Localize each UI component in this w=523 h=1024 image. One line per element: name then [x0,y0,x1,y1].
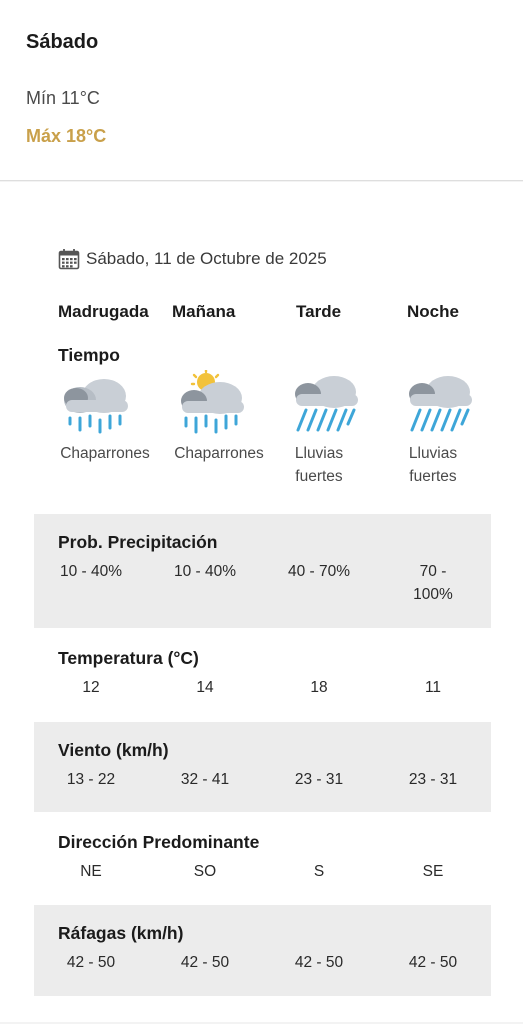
row-value: 23 - 31 [408,771,458,788]
row-value: 18 [310,679,328,696]
row-value: 10 - 40% [59,563,123,580]
row-precipitation [34,514,491,628]
row-value: 13 - 22 [66,771,116,788]
weather-text-noche: Lluvias fuertes [408,445,458,485]
period-manana: Mañana [172,302,236,321]
row-label: Dirección Predominante [58,832,260,852]
heavy-rain-icon [288,370,364,436]
row-value: 42 - 50 [66,954,116,971]
row-label: Temperatura (°C) [58,648,199,668]
row-label: Viento (km/h) [58,740,169,760]
row-value: 42 - 50 [294,954,344,971]
heavy-rain-icon [402,370,478,436]
row-value: S [313,863,325,880]
row-value: 42 - 50 [180,954,230,971]
calendar-icon [58,248,80,270]
row-value: 70 - 100% [413,563,453,603]
date-text: Sábado, 11 de Octubre de 2025 [86,249,327,268]
day-detail-card [0,182,523,1022]
row-label: Ráfagas (km/h) [58,923,184,943]
tiempo-label: Tiempo [58,345,120,365]
row-value: 42 - 50 [408,954,458,971]
weather-text-madrugada: Chaparrones [60,445,150,462]
period-tarde: Tarde [296,302,342,321]
row-value: 23 - 31 [294,771,344,788]
row-value: SE [422,863,444,880]
day-summary-card[interactable] [0,0,523,181]
day-title: Sábado [26,31,99,53]
row-value: 10 - 40% [173,563,237,580]
row-temperature [34,630,491,720]
row-value: 12 [82,679,100,696]
min-temperature: Mín 11°C [26,88,100,108]
sun-cloud-rain-icon [174,370,250,436]
row-value: SO [193,863,217,880]
row-label: Prob. Precipitación [58,532,218,552]
row-direction [34,814,491,904]
row-value: NE [80,863,102,880]
period-noche: Noche [407,302,459,321]
row-value: 32 - 41 [180,771,230,788]
row-wind [34,722,491,812]
row-value: 11 [424,679,442,696]
date-line [58,248,327,270]
weather-text-manana: Chaparrones [174,445,264,462]
row-gusts [34,905,491,996]
max-temperature: Máx 18°C [26,126,107,146]
weather-text-tarde: Lluvias fuertes [294,445,344,485]
period-madrugada: Madrugada [58,302,149,321]
cloud-rain-icon [58,370,134,436]
row-value: 40 - 70% [287,563,351,580]
row-value: 14 [196,679,214,696]
